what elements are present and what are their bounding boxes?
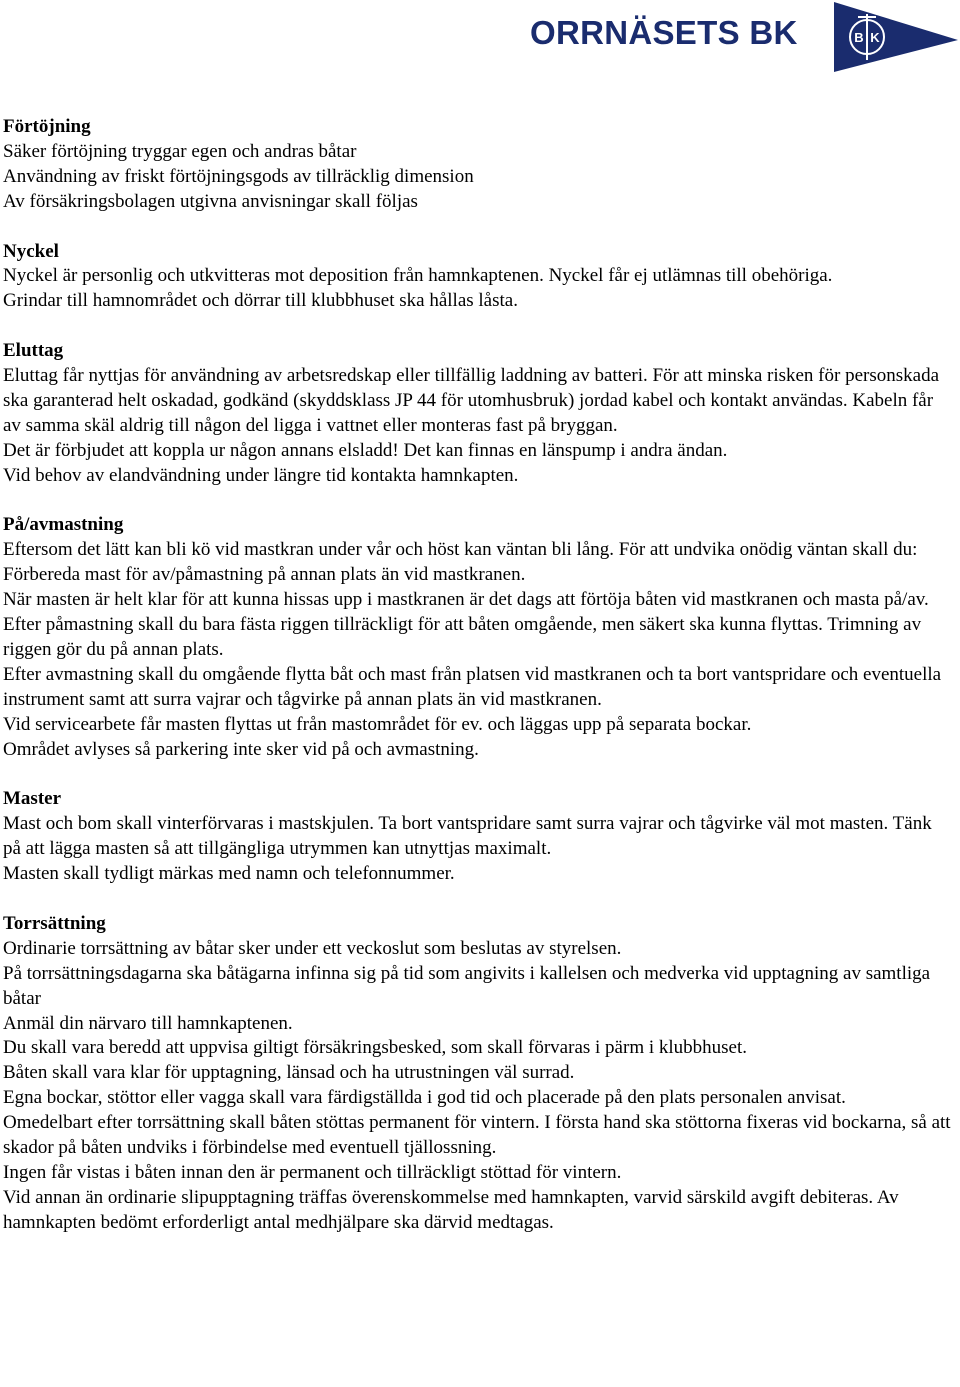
- paragraph: Användning av friskt förtöjningsgods av tillräcklig dimension: [3, 165, 474, 187]
- paragraph: Av försäkringsbolagen utgivna anvisningar skall följas: [3, 190, 418, 212]
- paragraph: Masten skall tydligt märkas med namn och telefonnummer.: [3, 863, 455, 885]
- section-eluttag: [3, 339, 953, 488]
- paragraph: Nyckel är personlig och utkvitteras mot deposition från hamnkaptenen. Nyckel får ej utlämnas till obehöriga.: [3, 265, 833, 287]
- section-paavmastning: [3, 513, 953, 762]
- document-body: [3, 115, 953, 1261]
- paragraph: Säker förtöjning tryggar egen och andras båtar: [3, 140, 357, 162]
- section-torrsattning: [3, 912, 953, 1236]
- paragraph: Efter påmastning skall du bara fästa riggen tillräckligt för att båten omgående, men säkert ska kunna flyttas. Trimning av riggen gör du på annan plats.: [3, 614, 922, 660]
- paragraph: Eluttag får nyttjas för användning av arbetsredskap eller tillfällig laddning av batteri. För att minska risken för personskada ska garanterad helt oskadad, godkänd (skyddsklass JP 44 för utomhusbruk) jordad kabel och kontakt användas. Kabeln får av samma skäl aldrig till någon del ligga i vattnet eller monteras fast på bryggan.: [3, 365, 940, 436]
- paragraph: Vid behov av elandvändning under längre tid kontakta hamnkapten.: [3, 464, 519, 486]
- paragraph: På torrsättningsdagarna ska båtägarna infinna sig på tid som angivits i kallelsen och medverka vid upptagning av samtliga båtar: [3, 962, 931, 1009]
- section-heading: Nyckel: [3, 240, 59, 262]
- page-header: [0, 0, 960, 80]
- paragraph: Egna bockar, stöttor eller vagga skall vara färdigställda i god tid och placerade på den plats personalen anvisat.: [3, 1087, 846, 1109]
- club-name: ORRNÄSETS BK: [530, 14, 798, 51]
- paragraph: Vid annan än ordinarie slipupptagning träffas överenskommelse med hamnkapten, varvid särskild avgift debiteras. Av hamnkapten bedömt erforderligt antal medhjälpare ska därvid medtagas.: [3, 1186, 899, 1233]
- section-heading: Torrsättning: [3, 912, 106, 934]
- section-fortojning: [3, 115, 953, 215]
- section-heading: Förtöjning: [3, 116, 91, 137]
- paragraph: Det är förbjudet att koppla ur någon annans elsladd! Det kan finnas en länspump i andra ändan.: [3, 439, 728, 461]
- paragraph: Grindar till hamnområdet och dörrar till klubbhuset ska hållas låsta.: [3, 290, 518, 312]
- section-nyckel: [3, 240, 953, 315]
- paragraph: När masten är helt klar för att kunna hissas upp i mastkranen är det dags att förtöja båten vid mastkranen och masta på/av.: [3, 589, 929, 611]
- paragraph: Området avlyses så parkering inte sker vid på och avmastning.: [3, 738, 479, 760]
- paragraph: Eftersom det lätt kan bli kö vid mastkran under vår och höst kan väntan bli lång. För att undvika onödig väntan skall du:: [3, 539, 918, 561]
- paragraph: Ingen får vistas i båten innan den är permanent och tillräckligt stöttad för vintern.: [3, 1161, 622, 1183]
- section-heading: På/avmastning: [3, 514, 124, 536]
- paragraph: Mast och bom skall vinterförvaras i mastskjulen. Ta bort vantspridare samt surra vajrar och tågvirke väl mot masten. Tänk på att lägga masten så att tillgängliga utrymmen kan utnyttjas maximalt.: [3, 813, 932, 860]
- section-master: [3, 787, 953, 887]
- section-heading: Master: [3, 788, 62, 810]
- paragraph: Förbereda mast för av/påmastning på annan plats än vid mastkranen.: [3, 564, 526, 586]
- paragraph: Ordinarie torrsättning av båtar sker under ett veckoslut som beslutas av styrelsen.: [3, 937, 622, 959]
- paragraph: Vid servicearbete får masten flyttas ut från mastområdet för ev. och läggas upp på separata bockar.: [3, 713, 752, 735]
- paragraph: Omedelbart efter torrsättning skall båten stöttas permanent för vintern. I första hand ska stöttorna fixeras vid bockarna, så att skador på båten undviks i förbindelse med eventuell tjällossning.: [3, 1112, 951, 1159]
- logo-letter-b: B: [854, 30, 864, 45]
- paragraph: Du skall vara beredd att uppvisa giltigt försäkringsbesked, som skall förvaras i pärm i klubbhuset.: [3, 1037, 748, 1059]
- club-pennant-logo: [834, 2, 958, 72]
- paragraph: Båten skall vara klar för upptagning, länsad och ha utrustningen väl surrad.: [3, 1062, 575, 1084]
- logo-letter-k: K: [870, 30, 880, 45]
- paragraph: Efter avmastning skall du omgående flytta båt och mast från platsen vid mastkranen och ta bort vantspridare och eventuella instrument samt att surra vajrar och tågvirke på annan plats än vid mastkranen.: [3, 663, 942, 710]
- section-heading: Eluttag: [3, 340, 64, 362]
- paragraph: Anmäl din närvaro till hamnkaptenen.: [3, 1012, 293, 1034]
